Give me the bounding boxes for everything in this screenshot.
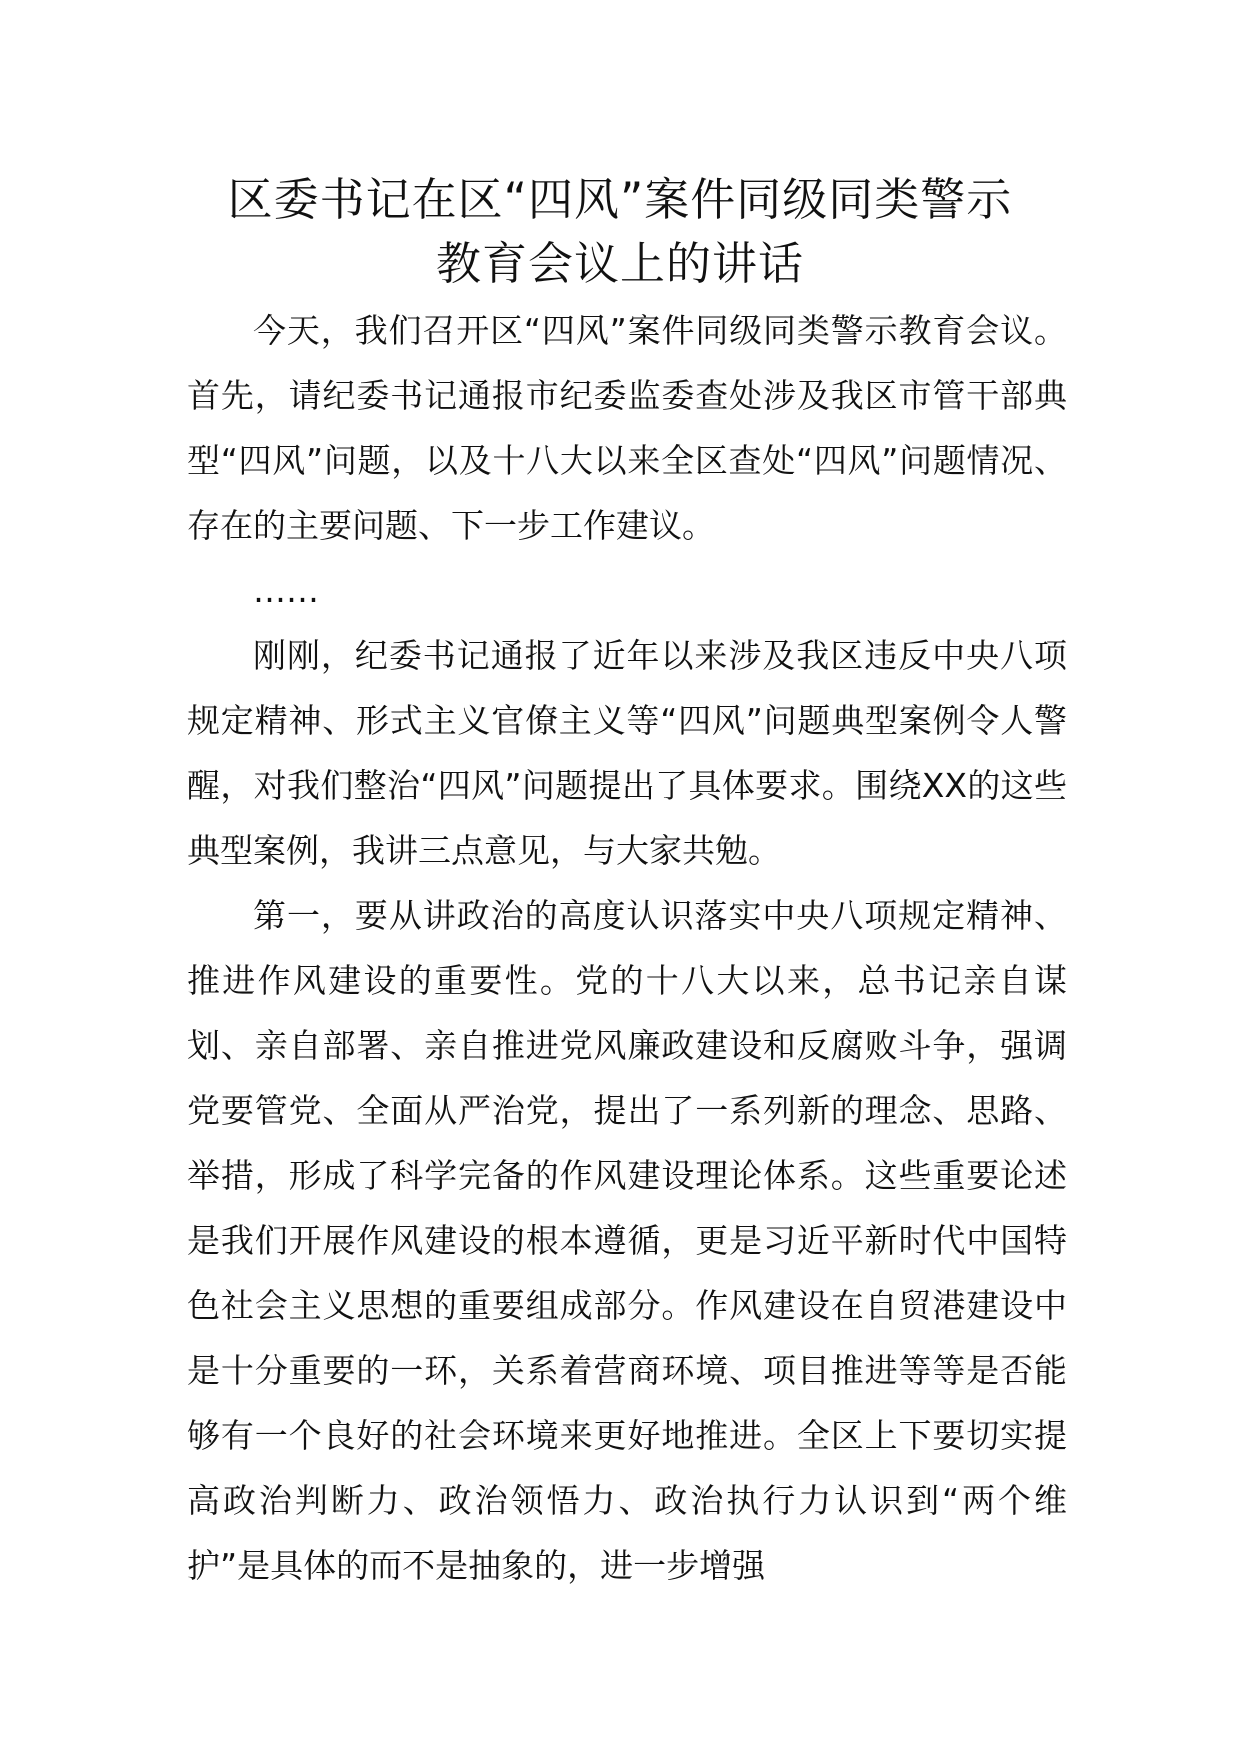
paragraph-briefing: 刚刚，纪委书记通报了近年以来涉及我区违反中央八项规定精神、形式主义官僚主义等“四风”问题典型案例令人警醒，对我们整治“四风”问题提出了具体要求。围绕XX的这些典型案例，我讲三点意见，与大家共勉。 [187, 636, 1067, 870]
paragraph-point-one: 第一，要从讲政治的高度认识落实中央八项规定精神、推进作风建设的重要性。党的十八大以来，总书记亲自谋划、亲自部署、亲自推进党风廉政建设和反腐败斗争，强调党要管党、全面从严治党，提出了一系列新的理念、思路、举措，形成了科学完备的作风建设理论体系。这些重要论述是我们开展作风建设的根本遵循，更是习近平新时代中国特色社会主义思想的重要组成部分。作风建设在自贸港建设中是十分重要的一环，关系着营商环境、项目推进等等是否能够有一个良好的社会环境来更好地推进。全区上下要切实提高政治判断力、政治领悟力、政治执行力认识到“两个维护”是具体的而不是抽象的，进一步增强 [187, 896, 1067, 1585]
paragraph-ellipsis: …… [253, 571, 319, 610]
document-title [150, 168, 1090, 296]
title-line-1: 区委书记在区“四风”案件同级同类警示 [227, 173, 1013, 226]
document-body [187, 298, 1067, 1598]
title-line-2: 教育会议上的讲话 [435, 237, 804, 290]
paragraph-opening: 今天，我们召开区“四风”案件同级同类警示教育会议。首先，请纪委书记通报市纪委监委查处涉及我区市管干部典型“四风”问题，以及十八大以来全区查处“四风”问题情况、存在的主要问题、下一步工作建议。 [187, 311, 1067, 545]
